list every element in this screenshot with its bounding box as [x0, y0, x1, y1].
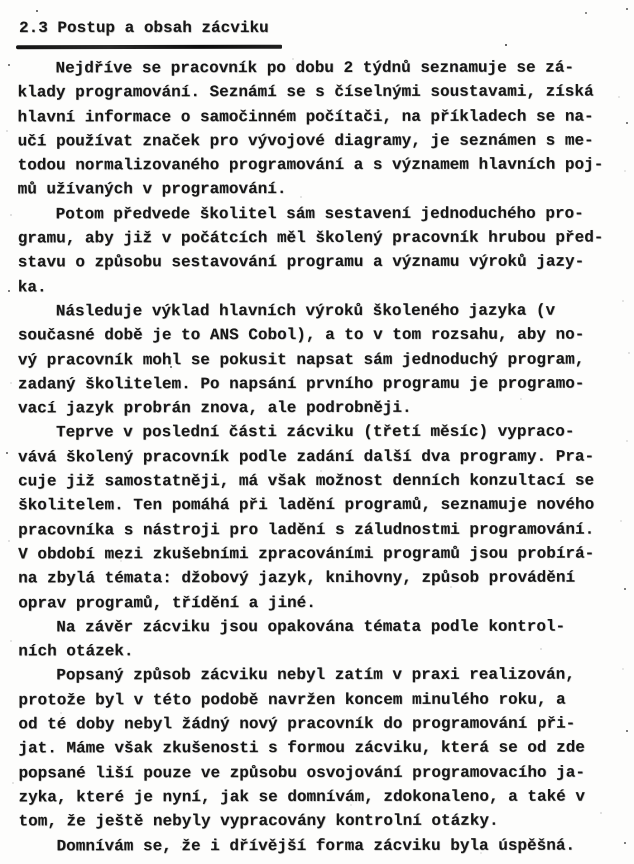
paragraph: Nejdříve se pracovník po dobu 2 týdnů seznamuje se zá- klady programování. Seznámí se s číselnými soustavami, získá hlavní informace o samočinném počítači, na příkladech se na- učí používat značek pro vývojové diagramy, je seznámen s me- todou normalizovaného programování a s významem hlavních poj- mů užívaných v programování. [17, 58, 604, 199]
paragraph: Domnívám se, že i dřívější forma zácviku byla úspěšná. [56, 836, 576, 855]
paragraph: Popsaný způsob zácviku nebyl zatím v praxi realizován, protože byl v této podobě navržen koncem minulého roku, a od té doby nebyl žádný nový pracovník do programování při- jat. Máme však zkušenosti s formou zácviku, která se od zde popsané liší pouze ve způsobu osvojování programovacího ja- zyka, které je nyní, jak se domnívám, zdokonaleno, a také v tom, že ještě nebyly vypracovány kontrolní otázky. [18, 666, 585, 831]
document-body [17, 56, 618, 859]
paragraph: Následuje výklad hlavních výroků školeného jazyka (v současné době je to ANS Cobol), a to v tom rozsahu, aby no- vý pracovník mohl se pokusit napsat sám jednoduchý program, zadaný školitelem. Po napsání prvního programu je programo- vací jazyk probrán znova, ale podrobněji. [17, 301, 585, 418]
paragraph: Na závěr zácviku jsou opakována témata podle kontrol- ních otázek. [18, 617, 566, 661]
heading-underline [16, 45, 282, 50]
section-heading: 2.3 Postup a obsah zácviku [19, 19, 269, 37]
scan-noise [0, 0, 2, 2]
paragraph: Potom předvede školitel sám sestavení jednoduchého pro- gramu, aby již v počátcích měl školený pracovník hrubou před- stavu o způsobu sestavování programu a významu výroků jazy- ka. [17, 204, 604, 297]
paragraph: Teprve v poslední části zácviku (třetí měsíc) vypraco- vává školený pracovník podle zadání další dva programy. Pra- cuje již samostatněji, má však možnost denních konzultací se školitelem. Ten pomáhá při ladění programů, seznamuje nového pracovníka s nástroji pro ladění s záludnostmi programování. V období mezi zkušebními zpracováními programů jsou probírá- na zbylá témata: džobový jazyk, knihovny, způsob provádění oprav programů, třídění a jiné. [17, 423, 595, 612]
